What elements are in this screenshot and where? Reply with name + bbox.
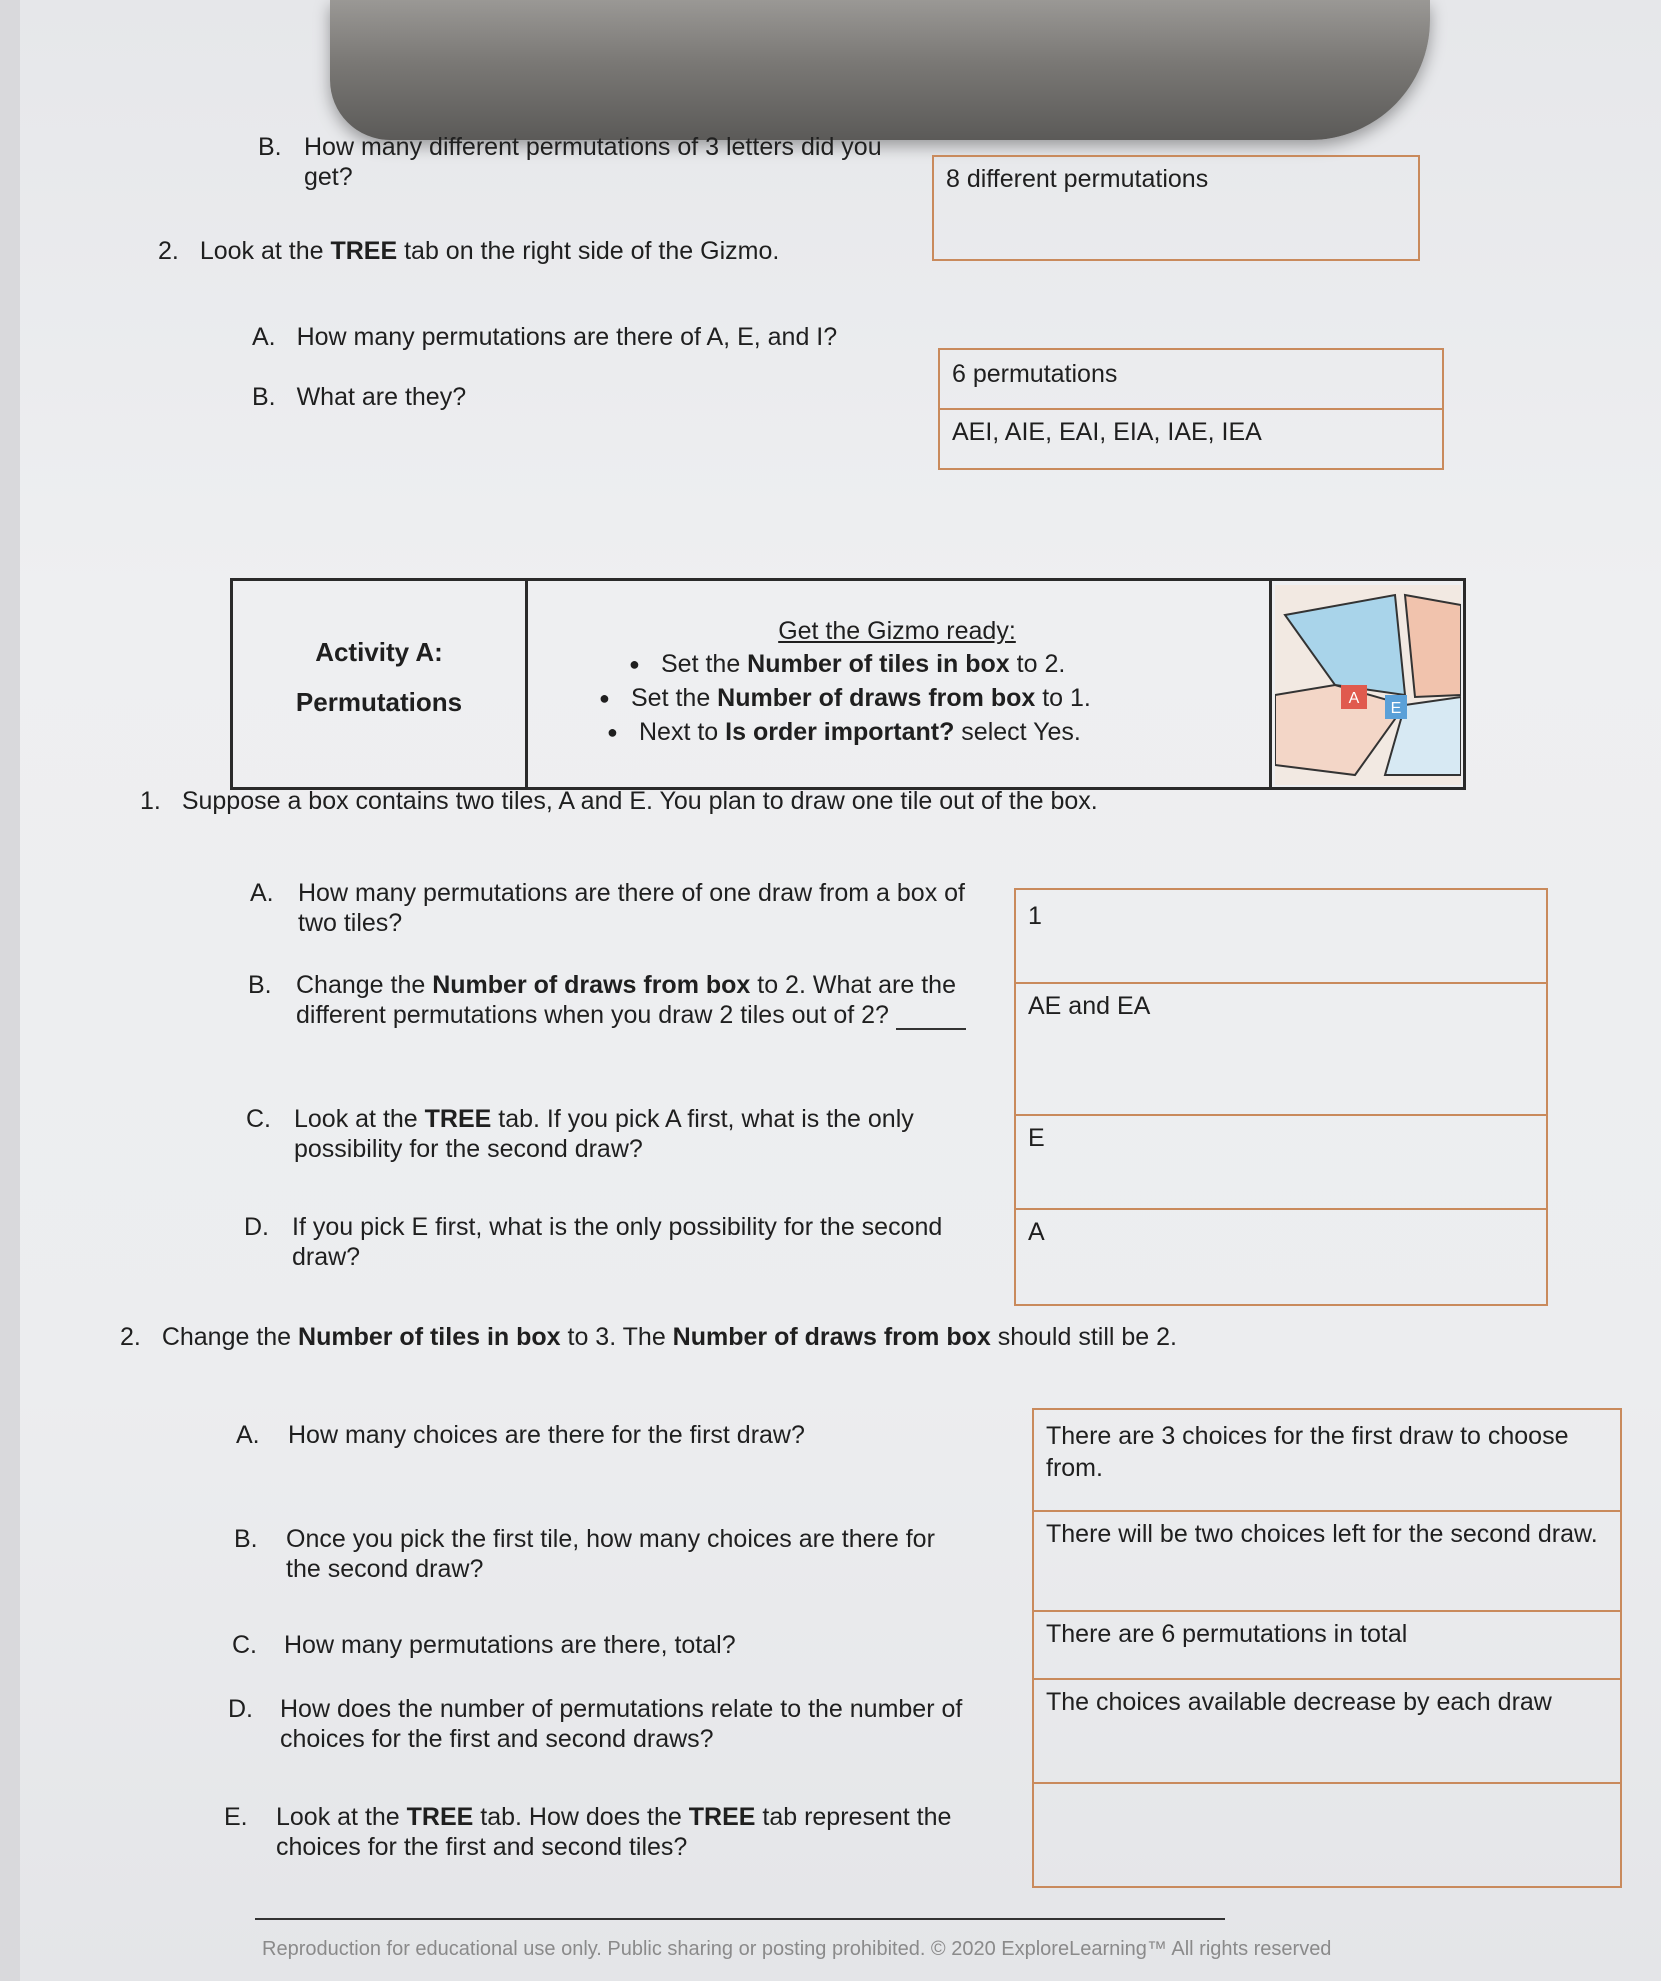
question-label: A. (252, 323, 276, 351)
question-text: How many permutations are there, total? (284, 1631, 736, 1659)
answer-text: 8 different permutations (946, 165, 1209, 193)
part1-intro (140, 786, 1098, 816)
question-label: A. (236, 1421, 260, 1449)
question-label: D. (228, 1695, 253, 1723)
text-post: tab on the right side of the Gizmo. (397, 237, 780, 265)
question-2 (158, 236, 779, 266)
bullet-pre: Next to (639, 718, 726, 746)
text-pre: Look at the (276, 1803, 407, 1831)
answer-cell-d[interactable] (1034, 1678, 1620, 1782)
activity-title-line2: Permutations (295, 687, 463, 717)
text-bold: TREE (330, 237, 398, 265)
answer-cell-d[interactable] (1016, 1208, 1546, 1304)
question-1b (258, 132, 908, 192)
text-bold: TREE (424, 1105, 492, 1133)
text-pre: Look at the (294, 1105, 425, 1133)
question-label: E. (224, 1803, 248, 1831)
part-number: 1. (140, 787, 161, 815)
answer-text-d: The choices available decrease by each draw (1046, 1688, 1552, 1716)
text-post: tab. If you pick A first, what is the only possibility for the second draw? (294, 1105, 914, 1163)
question-p1d (244, 1212, 984, 1272)
question-text: How many permutations are there of A, E, and I? (296, 323, 838, 351)
answer-cell-2b[interactable] (940, 408, 1442, 470)
question-label: D. (244, 1213, 269, 1241)
bullet-bold: Number of tiles in box (747, 650, 1010, 678)
question-text: What are they? (296, 383, 467, 411)
question-label: B. (252, 383, 276, 411)
answer-cell-c[interactable] (1034, 1610, 1620, 1678)
question-text: How many permutations are there of one draw from a box of two tiles? (298, 879, 965, 937)
answer-cell-b[interactable] (1034, 1510, 1620, 1610)
bullet-bold: Is order important? (725, 718, 955, 746)
answer-text-c: E (1028, 1124, 1045, 1152)
text-mid: tab. How does the (473, 1803, 689, 1831)
text-pre: Look at the (199, 237, 331, 265)
peach-region (1405, 595, 1461, 697)
question-label: B. (258, 133, 282, 161)
question-p2b (234, 1524, 974, 1584)
text-bold: TREE (406, 1803, 474, 1831)
clipboard-clip (330, 0, 1430, 140)
bullet-item (661, 649, 1065, 679)
text-2: to 3. The (560, 1323, 673, 1351)
answer-text-b: AE and EA (1028, 992, 1151, 1020)
divider (1269, 581, 1272, 787)
bullet-pre: Set the (631, 684, 718, 712)
ready-heading: Get the Gizmo ready: (778, 617, 1016, 645)
answer-box-1b[interactable] (932, 155, 1420, 261)
question-p1a (250, 878, 990, 938)
footer-divider (255, 1918, 1225, 1920)
bold-1: Number of tiles in box (298, 1323, 561, 1351)
question-p2c (232, 1630, 992, 1660)
question-text: How does the number of permutations relate to the number of choices for the first and second draws? (280, 1695, 963, 1753)
gizmo-thumbnail (1275, 585, 1461, 785)
text-bold: Number of draws from box (432, 971, 751, 999)
question-label: B. (234, 1525, 258, 1553)
part2-intro (120, 1322, 1177, 1352)
answer-cell-c[interactable] (1016, 1114, 1546, 1210)
answer-box-part1[interactable] (1014, 888, 1548, 1306)
blank-line (896, 1004, 966, 1030)
text-pre: Change the (296, 971, 433, 999)
divider (525, 581, 528, 787)
bullet-item (639, 717, 1081, 747)
question-2b (252, 382, 466, 412)
answer-text-a: There are 3 choices for the first draw to choose from. (1046, 1422, 1569, 1482)
question-text: Once you pick the first tile, how many choices are there for the second draw? (286, 1525, 935, 1583)
answer-text-b: There will be two choices left for the second draw. (1046, 1520, 1598, 1548)
question-2a (252, 322, 837, 352)
text-post: to 2. What are the different permutations when you draw 2 tiles out of 2? (296, 971, 956, 1029)
question-text: How many different permutations of 3 letters did you get? (304, 133, 882, 191)
question-number: 2. (158, 237, 179, 265)
text-bold2: TREE (688, 1803, 756, 1831)
answer-cell-e[interactable] (1034, 1782, 1620, 1886)
question-text: How many choices are there for the first draw? (288, 1421, 805, 1449)
text-1: Change the (161, 1323, 299, 1351)
tile-a-label: A (1348, 690, 1360, 707)
question-p1b (248, 970, 988, 1030)
question-text: If you pick E first, what is the only possibility for the second draw? (292, 1213, 943, 1271)
answer-text-c: There are 6 permutations in total (1046, 1620, 1408, 1648)
activity-title-line1: Activity A: (315, 637, 443, 667)
part-text: Suppose a box contains two tiles, A and E. You plan to draw one tile out of the box. (181, 787, 1098, 815)
answer-text-d: A (1028, 1218, 1045, 1246)
answer-box-part2[interactable] (1032, 1408, 1622, 1888)
part-number: 2. (120, 1323, 141, 1351)
text-3: should still be 2. (990, 1323, 1177, 1351)
question-label: C. (232, 1631, 257, 1659)
answer-text-a: 1 (1028, 902, 1042, 930)
bullet-post: select Yes. (954, 718, 1081, 746)
question-p2a (236, 1420, 996, 1450)
question-p2d (228, 1694, 988, 1754)
bullet-post: to 2. (1009, 650, 1066, 678)
answer-text-2a: 6 permutations (952, 360, 1118, 388)
question-p2e (224, 1802, 984, 1862)
footer-copyright: Reproduction for educational use only. Public sharing or posting prohibited. © 2020 ExploreLearning™ All rights reserved (262, 1938, 1332, 1960)
answer-text-2b: AEI, AIE, EAI, EIA, IAE, IEA (952, 418, 1262, 446)
bullet-bold: Number of draws from box (717, 684, 1036, 712)
tile-e-label: E (1390, 700, 1402, 717)
activity-header (230, 578, 1466, 790)
bullet-item (631, 683, 1091, 713)
question-p1c (246, 1104, 986, 1164)
text-post: tab represent the choices for the first and second tiles? (276, 1803, 952, 1861)
activity-title (233, 627, 525, 727)
bold-2: Number of draws from box (672, 1323, 991, 1351)
answer-cell-b[interactable] (1016, 982, 1546, 1114)
question-label: C. (246, 1105, 271, 1133)
question-label: B. (248, 971, 272, 999)
answer-box-2[interactable] (938, 348, 1444, 470)
question-label: A. (250, 879, 274, 907)
bullet-post: to 1. (1035, 684, 1091, 712)
bullet-pre: Set the (661, 650, 748, 678)
